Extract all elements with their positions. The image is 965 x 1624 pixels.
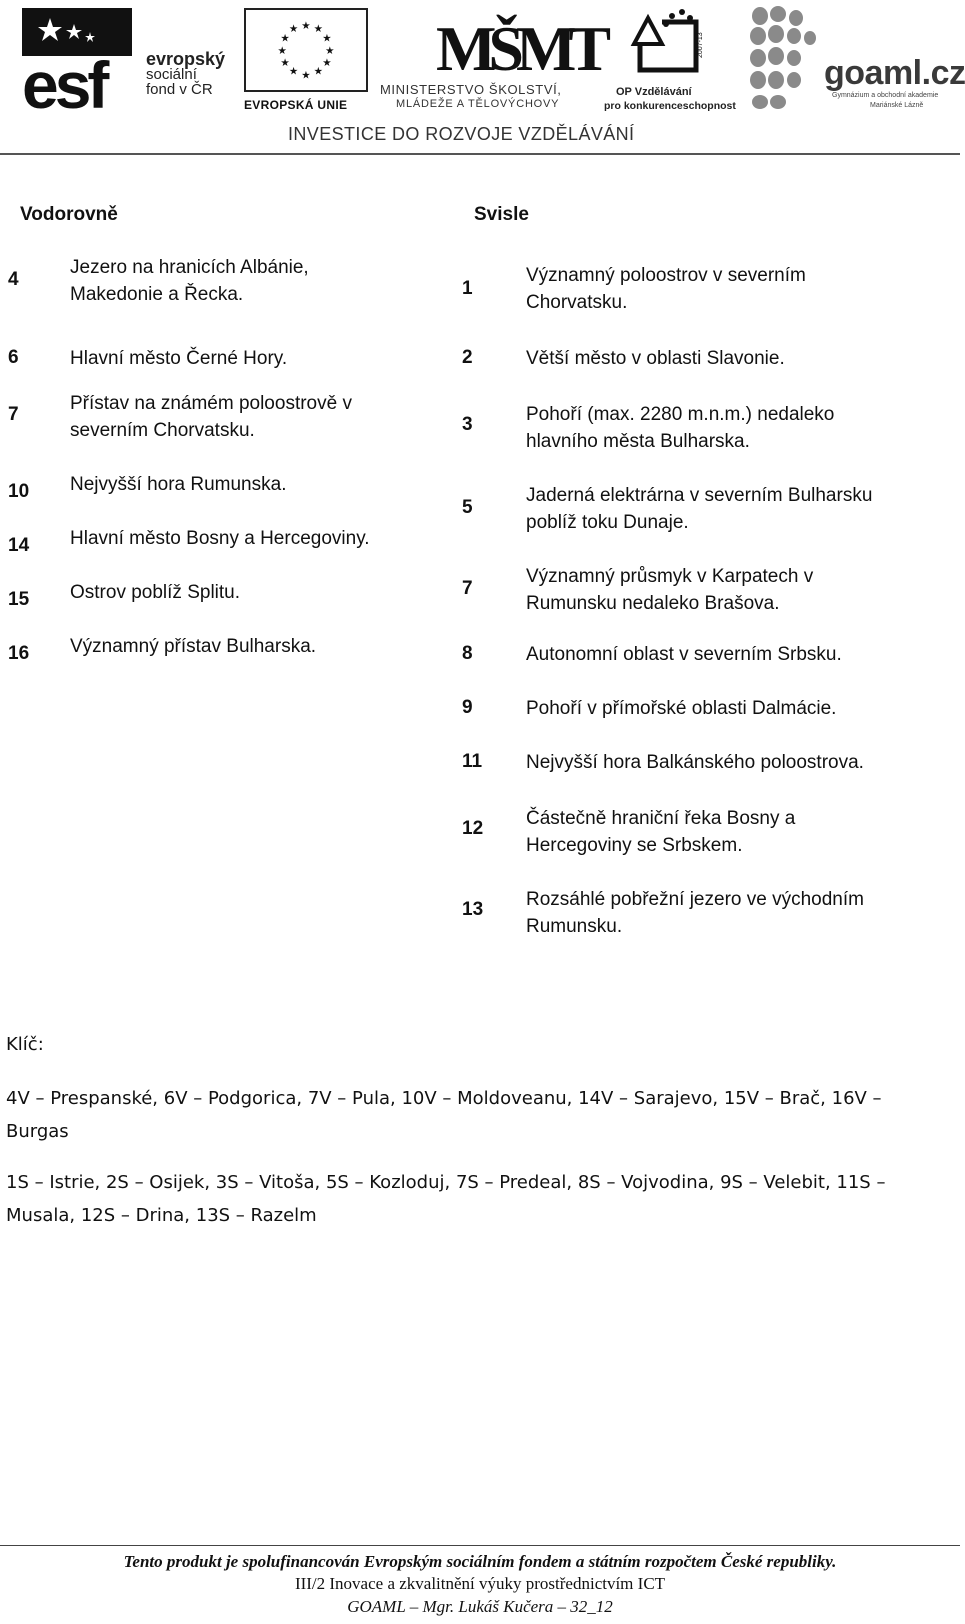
down-clue-number: 3 — [462, 414, 473, 435]
down-clue-text: Pohoří v přímořské oblasti Dalmácie. — [526, 698, 837, 719]
down-clue-text: Pohoří (max. 2280 m.n.m.) nedaleko hlavního města Bulharska. — [526, 404, 835, 452]
header-logos — [0, 0, 965, 156]
esf-logo-text: evropský sociální fond v ČR — [146, 49, 226, 98]
down-clue-number: 5 — [462, 497, 473, 518]
down-clue-number: 7 — [462, 578, 473, 599]
footer-funding-note: Tento produkt je spolufinancován Evropským sociálním fondem a státním rozpočtem České republiky. — [123, 1552, 837, 1571]
across-clue-text: Nejvyšší hora Rumunska. — [70, 474, 287, 495]
down-clue-number: 1 — [462, 278, 473, 299]
across-clue-text: Hlavní město Bosny a Hercegoviny. — [70, 528, 370, 549]
down-clue-text: Rozsáhlé pobřežní jezero ve východním Rumunsku. — [526, 889, 864, 937]
across-clue-number: 16 — [8, 643, 30, 664]
goaml-logo-town: Mariánské Lázně — [870, 102, 924, 109]
svg-text:2007-13: 2007-13 — [697, 32, 704, 58]
goaml-logo-subtitle: Gymnázium a obchodní akademie — [832, 92, 939, 99]
op-logo-line2: pro konkurenceschopnost — [604, 100, 736, 112]
goaml-logo — [748, 6, 965, 112]
across-clue-number: 15 — [8, 589, 30, 610]
footer-author-line: GOAML – Mgr. Lukáš Kučera – 32_12 — [347, 1597, 613, 1616]
svg-text:★: ★ — [277, 44, 287, 57]
across-clue-number: 7 — [8, 404, 19, 425]
down-clue-number: 9 — [462, 697, 473, 718]
key-down-answers: 1S – Istrie, 2S – Osijek, 3S – Vitoša, 5S – Kozloduj, 7S – Predeal, 8S – Vojvodina, 9S – Velebit, 11S – Musala, 12S – Drina, 13S – Razelm — [6, 1172, 886, 1226]
down-clue-number: 13 — [462, 899, 484, 920]
investice-banner: INVESTICE DO ROZVOJE VZDĚLÁVÁNÍ — [288, 124, 635, 144]
svg-text:★: ★ — [301, 69, 311, 82]
header-divider — [0, 153, 960, 155]
msmt-logo-line2: MLÁDEŽE A TĚLOVÝCHOVY — [396, 98, 560, 110]
op-logo — [604, 8, 746, 112]
across-heading: Vodorovně — [20, 204, 118, 225]
esf-logo-mark — [22, 8, 132, 122]
svg-text:★: ★ — [288, 65, 299, 78]
down-clue-number: 12 — [462, 818, 484, 839]
eu-logo — [244, 8, 372, 112]
eu-flag-icon — [244, 8, 368, 92]
down-clue-number: 2 — [462, 347, 473, 368]
svg-text:★: ★ — [280, 57, 290, 70]
across-clue-number: 14 — [8, 535, 30, 556]
down-clue-text: Větší město v oblasti Slavonie. — [526, 348, 785, 369]
svg-text:MŠMT: MŠMT — [436, 13, 604, 84]
msmt-logo-mark — [436, 8, 604, 84]
svg-text:★: ★ — [313, 65, 324, 78]
across-clue-text: Významný přístav Bulharska. — [70, 636, 317, 657]
svg-text:★: ★ — [280, 32, 290, 45]
key-across-answers: 4V – Prespanské, 6V – Podgorica, 7V – Pula, 10V – Moldoveanu, 14V – Sarajevo, 15V – Brač, 16V – Burgas — [6, 1088, 882, 1142]
goaml-logo-mark — [748, 6, 828, 110]
across-clue-number: 6 — [8, 347, 19, 368]
across-clue-text: Hlavní město Černé Hory. — [70, 348, 288, 369]
footer-project-line: III/2 Inovace a zkvalitnění výuky prostřednictvím ICT — [294, 1574, 666, 1593]
msmt-logo — [380, 8, 604, 112]
down-clue-text: Významný průsmyk v Karpatech v Rumunsku nedaleko Brašova. — [526, 566, 814, 614]
op-logo-mark — [632, 8, 716, 76]
across-clue-number: 10 — [8, 481, 30, 502]
svg-text:★: ★ — [301, 20, 311, 33]
svg-text:★: ★ — [313, 22, 324, 35]
down-clue-text: Nejvyšší hora Balkánského poloostrova. — [526, 752, 864, 773]
svg-text:★: ★ — [322, 57, 332, 70]
svg-text:★: ★ — [288, 22, 299, 35]
down-clue-text: Autonomní oblast v severním Srbsku. — [526, 644, 842, 665]
down-clue-text: Významný poloostrov v severním Chorvatsku. — [526, 265, 806, 313]
msmt-logo-line1: MINISTERSTVO ŠKOLSTVÍ, — [380, 82, 562, 97]
across-clue-text: Ostrov poblíž Splitu. — [70, 582, 241, 603]
across-clue-number: 4 — [8, 269, 19, 290]
down-clue-number: 11 — [462, 751, 483, 772]
across-clue-text: Jezero na hranicích Albánie, Makedonie a Řecka. — [70, 257, 309, 305]
down-clue-number: 8 — [462, 643, 473, 664]
op-logo-line1: OP Vzdělávání — [616, 86, 692, 98]
svg-text:esf: esf — [22, 48, 106, 122]
across-clue-text: Přístav na známém poloostrově v severním Chorvatsku. — [70, 393, 352, 441]
down-clue-text: Částečně hraniční řeka Bosny a Hercegoviny se Srbskem. — [526, 808, 796, 856]
footer-divider — [0, 1545, 960, 1546]
goaml-logo-name: goaml.cz — [824, 54, 965, 92]
down-heading: Svisle — [474, 204, 529, 225]
key-label: Klíč: — [6, 1034, 44, 1055]
svg-text:★: ★ — [322, 32, 332, 45]
esf-logo — [22, 8, 234, 122]
down-clue-text: Jaderná elektrárna v severním Bulharsku poblíž toku Dunaje. — [526, 485, 873, 533]
eu-logo-caption: EVROPSKÁ UNIE — [244, 98, 348, 112]
svg-text:★: ★ — [325, 44, 335, 57]
